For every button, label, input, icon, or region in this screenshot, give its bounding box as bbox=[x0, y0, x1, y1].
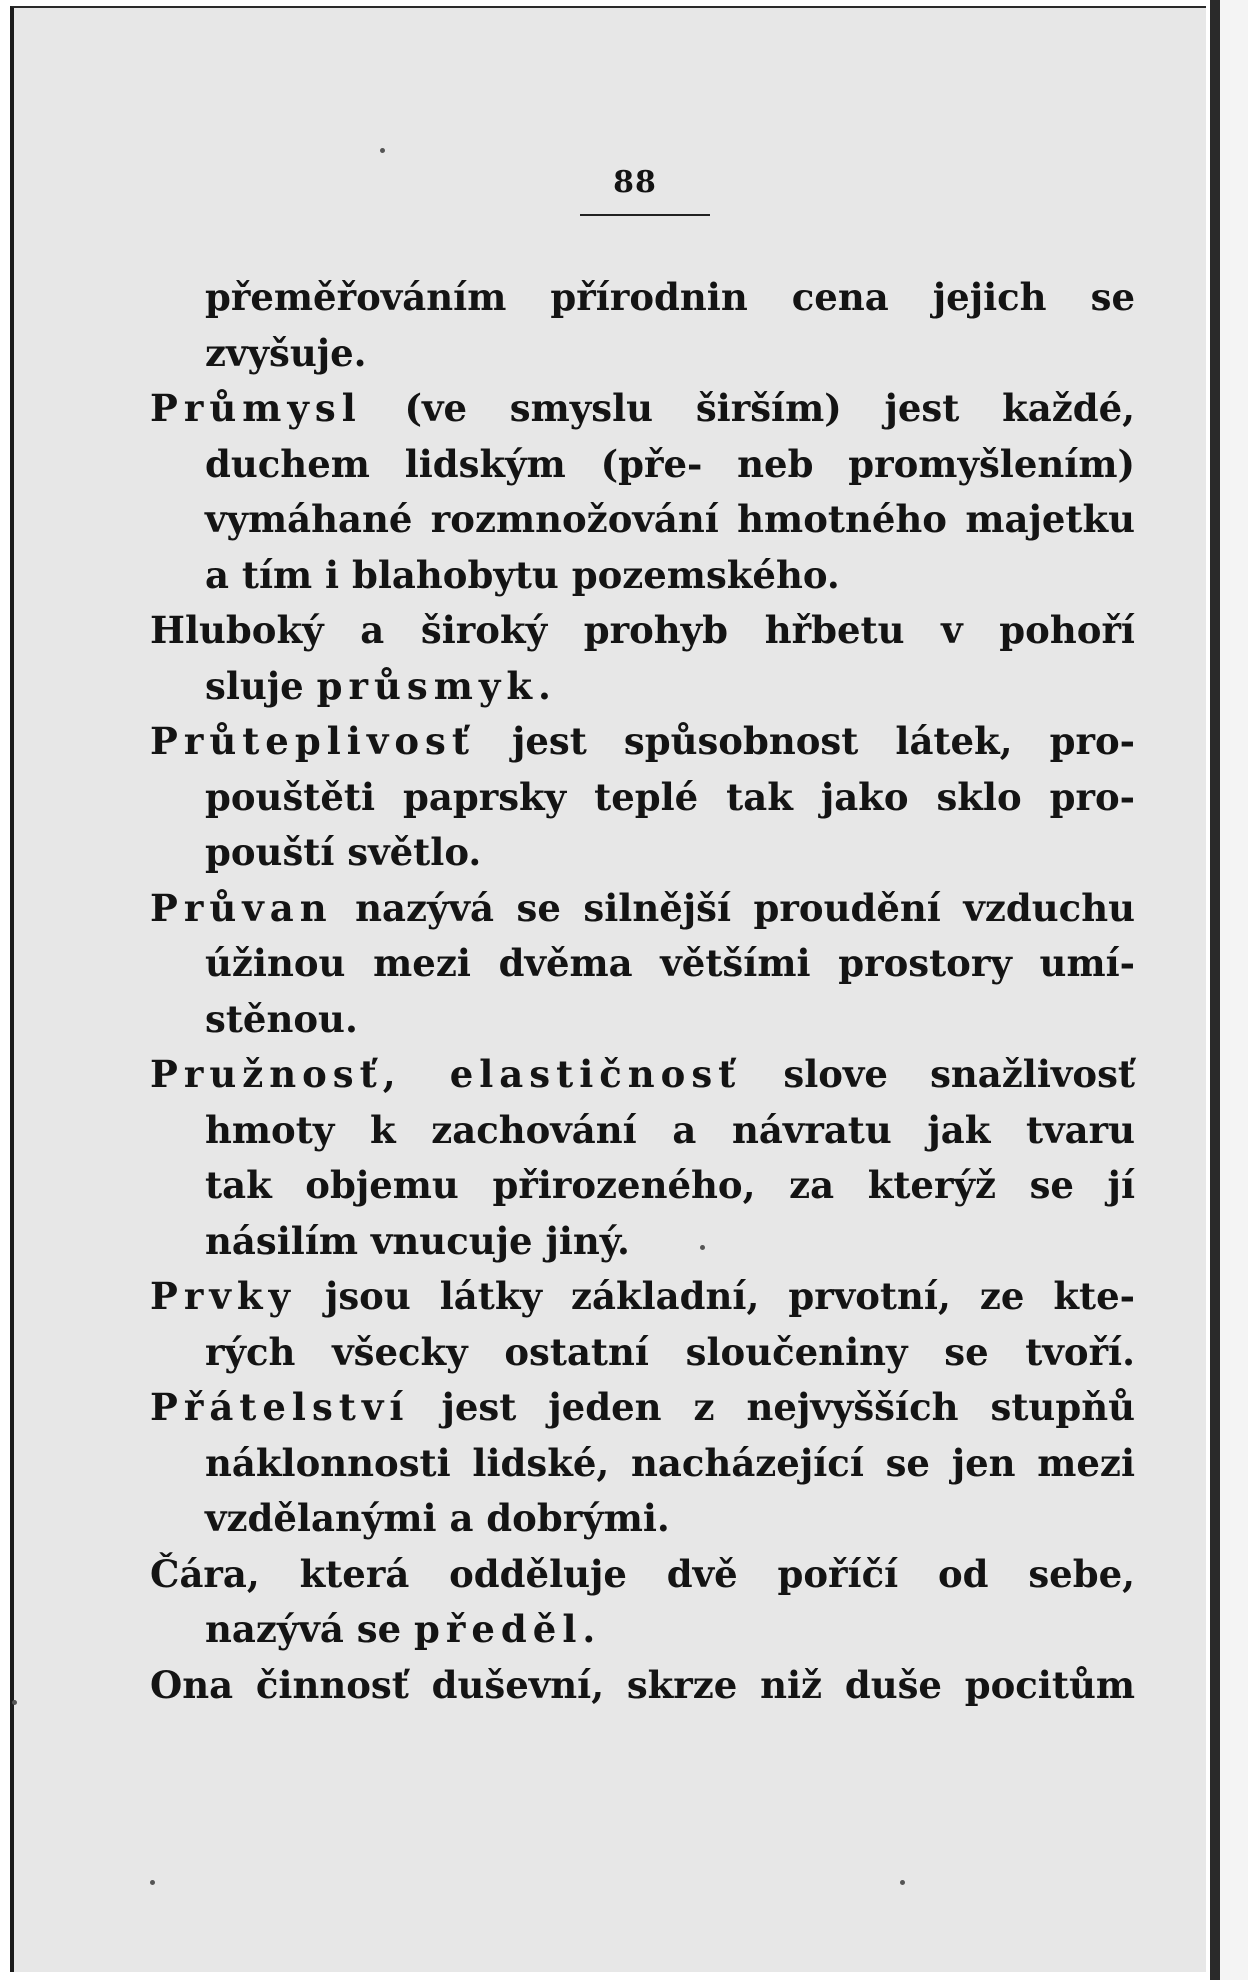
text-run: úžinou mezi dvěma většími prostory umí- bbox=[205, 941, 1135, 985]
text-run: Hluboký a široký prohyb hřbetu v pohoří bbox=[150, 608, 1135, 652]
text-run: jest spůsobnost látek, pro- bbox=[474, 719, 1135, 763]
text-line bbox=[150, 603, 1135, 659]
text-run: Čára, která odděluje dvě poříčí od sebe, bbox=[150, 1551, 1135, 1596]
text-run: nazývá se silnější proudění vzduchu bbox=[332, 885, 1135, 930]
text-line bbox=[150, 714, 1135, 770]
spaced-term: Přátelství bbox=[150, 1385, 410, 1429]
text-run: jsou látky základní, prvotní, ze kte- bbox=[295, 1274, 1135, 1318]
text-line bbox=[150, 1380, 1135, 1436]
text-line bbox=[150, 1214, 1135, 1270]
page-body-text bbox=[150, 270, 1135, 1713]
text-line bbox=[150, 1491, 1135, 1547]
text-line bbox=[150, 659, 1135, 715]
text-run: násilím vnucuje jiný. bbox=[205, 1218, 630, 1263]
spaced-term: Průteplivosť bbox=[150, 719, 475, 763]
text-line bbox=[150, 1325, 1135, 1381]
text-run: pouštěti paprsky teplé tak jako sklo pro- bbox=[205, 774, 1135, 819]
text-run: sluje bbox=[205, 663, 317, 708]
text-run: Ona činnosť duševní, skrze niž duše pocitům bbox=[150, 1662, 1135, 1707]
text-run: slove snažlivosť bbox=[741, 1052, 1135, 1096]
text-line bbox=[150, 881, 1135, 937]
spaced-term: Průvan bbox=[150, 885, 333, 930]
page-number-rule bbox=[580, 214, 710, 216]
text-line bbox=[150, 1436, 1135, 1492]
text-line bbox=[150, 326, 1135, 382]
text-run: pouští světlo. bbox=[205, 830, 482, 874]
print-speck bbox=[150, 1880, 155, 1885]
text-run: stěnou. bbox=[205, 996, 358, 1041]
text-line bbox=[150, 936, 1135, 992]
text-run: náklonnosti lidské, nacházející se jen mezi bbox=[205, 1440, 1135, 1485]
text-line bbox=[150, 270, 1135, 326]
text-run: (ve smyslu širším) jest každé, bbox=[361, 386, 1135, 430]
spaced-term: Prvky bbox=[150, 1274, 296, 1318]
text-line bbox=[150, 1047, 1135, 1103]
text-line bbox=[150, 381, 1135, 437]
spaced-term: Pružnosť, elastičnosť bbox=[150, 1052, 742, 1096]
text-run: hmoty k zachování a návratu jak tvaru bbox=[205, 1107, 1135, 1152]
text-line bbox=[150, 1269, 1135, 1325]
text-line bbox=[150, 437, 1135, 493]
text-run: tak objemu přirozeného, za kterýž se jí bbox=[205, 1163, 1135, 1207]
text-run: duchem lidským (pře- neb promyšlením) bbox=[205, 441, 1135, 486]
text-line bbox=[150, 548, 1135, 604]
text-line bbox=[150, 825, 1135, 881]
text-run: vymáhané rozmnožování hmotného majetku bbox=[205, 497, 1135, 541]
text-run: zvyšuje. bbox=[205, 330, 367, 375]
text-line bbox=[150, 1658, 1135, 1714]
text-run: nazývá se bbox=[205, 1607, 414, 1651]
text-line bbox=[150, 1547, 1135, 1603]
spaced-term: Průmysl bbox=[150, 386, 362, 430]
spaced-term: průsmyk. bbox=[316, 663, 557, 708]
text-run: jest jeden z nejvyšších stupňů bbox=[409, 1385, 1135, 1429]
text-line bbox=[150, 770, 1135, 826]
text-run: rých všecky ostatní sloučeniny se tvoří. bbox=[205, 1329, 1135, 1374]
text-run: a tím i blahobytu pozemského. bbox=[205, 552, 840, 597]
spaced-term: předěl. bbox=[414, 1607, 602, 1651]
text-line bbox=[150, 992, 1135, 1048]
print-speck bbox=[12, 1700, 17, 1705]
print-speck bbox=[900, 1880, 905, 1885]
text-run: přeměřováním přírodnin cena jejich se bbox=[205, 275, 1135, 319]
text-line bbox=[150, 492, 1135, 548]
text-run: vzdělanými a dobrými. bbox=[205, 1496, 670, 1540]
text-line bbox=[150, 1158, 1135, 1214]
text-line bbox=[150, 1602, 1135, 1658]
text-line bbox=[150, 1103, 1135, 1159]
page-edge-shadow bbox=[1210, 0, 1248, 1980]
print-speck bbox=[380, 148, 385, 153]
print-speck bbox=[700, 1245, 705, 1250]
page-number: 88 bbox=[613, 165, 657, 200]
